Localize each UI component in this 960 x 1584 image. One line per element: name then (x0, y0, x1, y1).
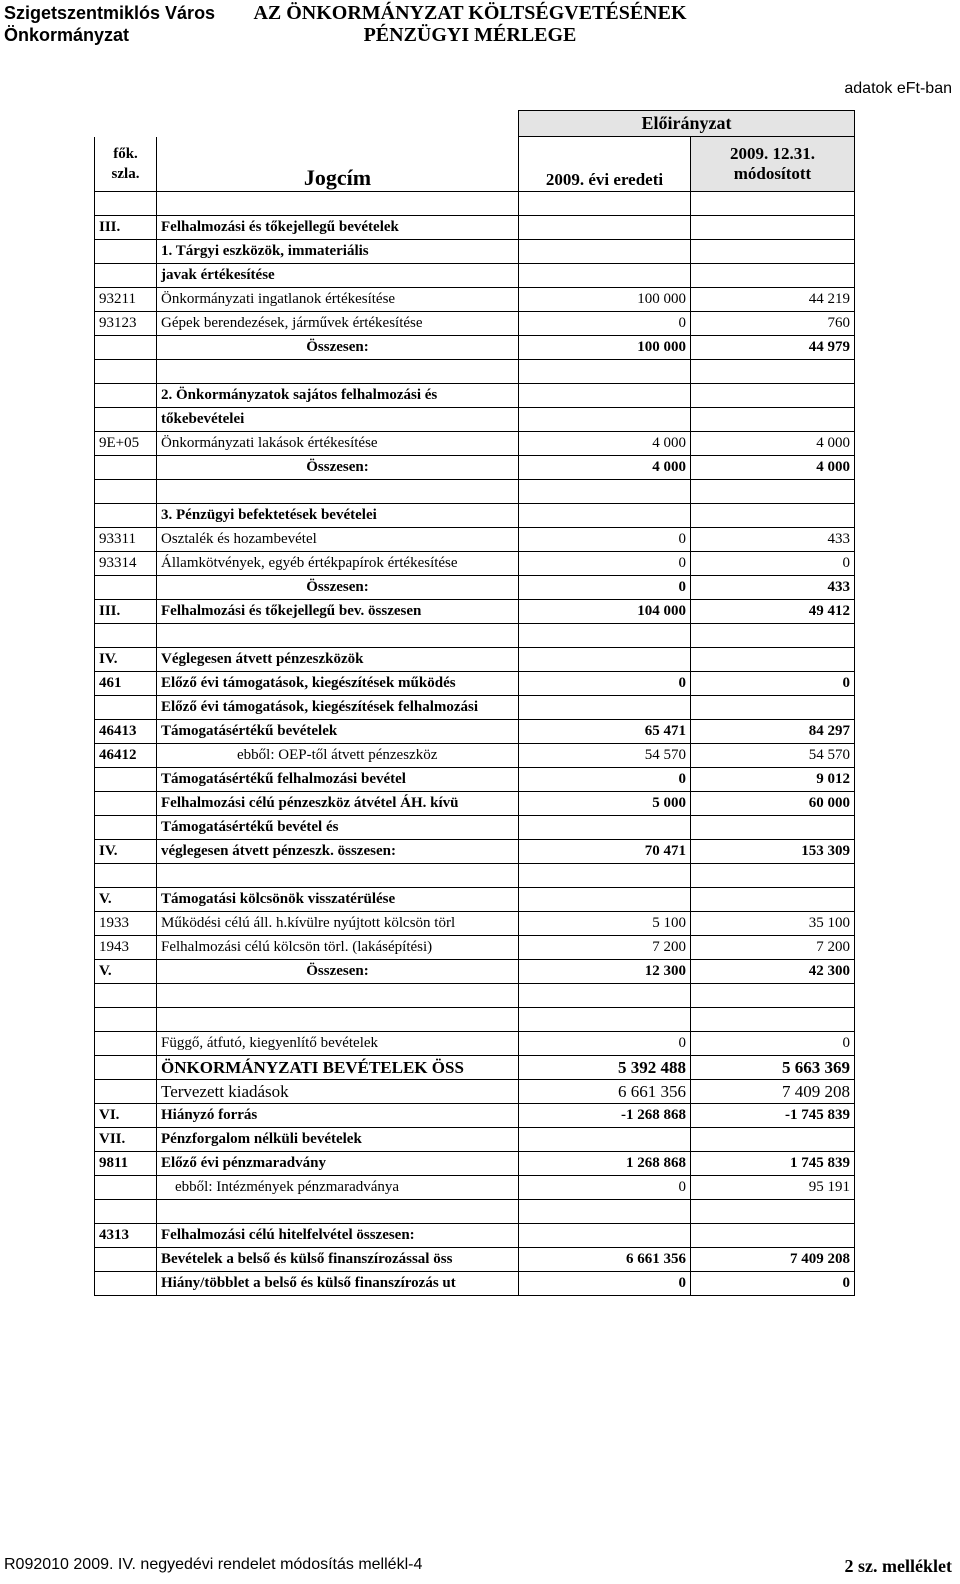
spacer-row (95, 863, 855, 887)
spacer-row (95, 1007, 855, 1031)
table-row (95, 911, 855, 935)
row-label: Felhalmozási célú kölcsön törl. (lakásépítési) (157, 935, 519, 959)
table-row (95, 959, 855, 983)
row-code: III. (95, 599, 157, 623)
table-row (95, 839, 855, 863)
row-original (519, 647, 691, 671)
row-code (95, 239, 157, 263)
row-label: Összesen: (157, 575, 519, 599)
row-code (95, 767, 157, 791)
row-original (519, 887, 691, 911)
balance-table (94, 110, 855, 1296)
row-label: Hiányzó forrás (157, 1103, 519, 1127)
row-original (519, 815, 691, 839)
row-modified: 42 300 (691, 959, 855, 983)
row-code: 461 (95, 671, 157, 695)
row-label: Államkötvények, egyéb értékpapírok értékesítése (157, 551, 519, 575)
row-modified (691, 383, 855, 407)
row-modified: 60 000 (691, 791, 855, 815)
table-row (95, 1223, 855, 1247)
row-original: 0 (519, 1271, 691, 1295)
row-original: 6 661 356 (519, 1079, 691, 1103)
table-row (95, 791, 855, 815)
table-row (95, 1103, 855, 1127)
table-row (95, 431, 855, 455)
row-original (519, 695, 691, 719)
row-label: Osztalék és hozambevétel (157, 527, 519, 551)
row-modified: 54 570 (691, 743, 855, 767)
row-label: Felhalmozási és tőkejellegű bev. összesen (157, 599, 519, 623)
row-code (95, 407, 157, 431)
row-modified: 153 309 (691, 839, 855, 863)
table-row (95, 767, 855, 791)
row-modified: 0 (691, 1031, 855, 1055)
row-original (519, 1127, 691, 1151)
row-label: Működési célú áll. h.kívülre nyújtott kölcsön törl (157, 911, 519, 935)
table-row (95, 383, 855, 407)
row-modified: 433 (691, 527, 855, 551)
row-label: Függő, átfutó, kiegyenlítő bevételek (157, 1031, 519, 1055)
row-original: -1 268 868 (519, 1103, 691, 1127)
spacer-row (95, 479, 855, 503)
row-label: 2. Önkormányzatok sajátos felhalmozási és (157, 383, 519, 407)
row-modified: 49 412 (691, 599, 855, 623)
row-original: 70 471 (519, 839, 691, 863)
row-code: IV. (95, 839, 157, 863)
row-modified: 4 000 (691, 431, 855, 455)
row-code: V. (95, 887, 157, 911)
row-label: javak értékesítése (157, 263, 519, 287)
row-code: 46412 (95, 743, 157, 767)
row-code (95, 695, 157, 719)
row-original: 6 661 356 (519, 1247, 691, 1271)
row-modified: 0 (691, 551, 855, 575)
row-original: 0 (519, 671, 691, 695)
document-title (240, 2, 700, 46)
row-label: Támogatási kölcsönök visszatérülése (157, 887, 519, 911)
row-code (95, 815, 157, 839)
table-row (95, 311, 855, 335)
unit-note: adatok eFt-ban (844, 80, 952, 97)
header-eloiranyzat: Előirányzat (519, 111, 855, 137)
row-code (95, 383, 157, 407)
header-jogcim: Jogcím (157, 137, 519, 192)
row-label: Összesen: (157, 455, 519, 479)
row-original (519, 239, 691, 263)
row-code (95, 455, 157, 479)
row-code: 93314 (95, 551, 157, 575)
table-row (95, 815, 855, 839)
row-code: VI. (95, 1103, 157, 1127)
row-modified (691, 887, 855, 911)
row-label: 1. Tárgyi eszközök, immateriális (157, 239, 519, 263)
row-code (95, 1031, 157, 1055)
row-modified (691, 215, 855, 239)
row-original: 0 (519, 527, 691, 551)
row-original: 54 570 (519, 743, 691, 767)
table-row (95, 1031, 855, 1055)
row-code (95, 575, 157, 599)
table-row (95, 1247, 855, 1271)
row-modified: 0 (691, 671, 855, 695)
row-label: Tervezett kiadások (157, 1079, 519, 1103)
row-original: 5 392 488 (519, 1055, 691, 1079)
row-modified (691, 695, 855, 719)
row-code: VII. (95, 1127, 157, 1151)
row-code: 1933 (95, 911, 157, 935)
row-original (519, 263, 691, 287)
row-modified (691, 815, 855, 839)
table-row (95, 527, 855, 551)
row-original (519, 1223, 691, 1247)
row-modified: 1 745 839 (691, 1151, 855, 1175)
org-name-line1: Szigetszentmiklós Város (4, 3, 216, 23)
table-row (95, 287, 855, 311)
table-row (95, 647, 855, 671)
row-modified (691, 1127, 855, 1151)
row-label: ebből: Intézmények pénzmaradványa (157, 1175, 519, 1199)
row-modified: 84 297 (691, 719, 855, 743)
row-label: Támogatásértékű bevétel és (157, 815, 519, 839)
row-original: 0 (519, 1175, 691, 1199)
row-label: Támogatásértékű felhalmozási bevétel (157, 767, 519, 791)
header-mod-label: módosított (733, 163, 812, 183)
header-fok: fők. (113, 145, 138, 162)
row-label: Gépek berendezések, járművek értékesítése (157, 311, 519, 335)
row-original: 100 000 (519, 287, 691, 311)
row-original: 0 (519, 767, 691, 791)
spacer-row (95, 1199, 855, 1223)
row-original: 0 (519, 311, 691, 335)
spacer-row (95, 359, 855, 383)
table-row (95, 335, 855, 359)
row-label: Összesen: (157, 335, 519, 359)
row-code: 1943 (95, 935, 157, 959)
row-original: 4 000 (519, 455, 691, 479)
row-modified: 5 663 369 (691, 1055, 855, 1079)
row-label: véglegesen átvett pénzeszk. összesen: (157, 839, 519, 863)
row-original: 0 (519, 551, 691, 575)
row-modified (691, 239, 855, 263)
row-modified (691, 503, 855, 527)
row-label: 3. Pénzügyi befektetések bevételei (157, 503, 519, 527)
row-original: 7 200 (519, 935, 691, 959)
row-code (95, 1079, 157, 1103)
row-modified: 95 191 (691, 1175, 855, 1199)
row-modified: 7 409 208 (691, 1247, 855, 1271)
row-modified: 0 (691, 1271, 855, 1295)
table-row (95, 1079, 855, 1103)
row-original: 5 100 (519, 911, 691, 935)
row-label: Pénzforgalom nélküli bevételek (157, 1127, 519, 1151)
row-modified: 7 409 208 (691, 1079, 855, 1103)
row-label: Önkormányzati lakások értékesítése (157, 431, 519, 455)
row-label: Felhalmozási célú pénzeszköz átvétel ÁH. kívü (157, 791, 519, 815)
row-label: Önkormányzati ingatlanok értékesítése (157, 287, 519, 311)
row-original (519, 215, 691, 239)
table-body (95, 191, 855, 1295)
row-code: 93211 (95, 287, 157, 311)
row-modified (691, 263, 855, 287)
row-modified (691, 407, 855, 431)
row-original: 104 000 (519, 599, 691, 623)
table-row (95, 503, 855, 527)
row-code: 9E+05 (95, 431, 157, 455)
row-original: 5 000 (519, 791, 691, 815)
row-modified: 4 000 (691, 455, 855, 479)
row-original: 4 000 (519, 431, 691, 455)
row-modified (691, 1223, 855, 1247)
document-title-line2: PÉNZÜGYI MÉRLEGE (363, 24, 577, 46)
table-row (95, 1175, 855, 1199)
table-row (95, 215, 855, 239)
row-code (95, 263, 157, 287)
row-code: V. (95, 959, 157, 983)
row-original (519, 503, 691, 527)
table-row (95, 743, 855, 767)
row-label: Összesen: (157, 959, 519, 983)
row-code (95, 1271, 157, 1295)
row-code (95, 1175, 157, 1199)
row-code: IV. (95, 647, 157, 671)
table-row (95, 407, 855, 431)
header-fok-szla (95, 137, 157, 192)
row-code: III. (95, 215, 157, 239)
footer-left: R092010 2009. IV. negyedévi rendelet módosítás mellékl-4 (4, 1556, 423, 1573)
row-original: 0 (519, 1031, 691, 1055)
table-row (95, 239, 855, 263)
table-row (95, 455, 855, 479)
header-modositott (691, 137, 855, 192)
footer-right: 2 sz. melléklet (844, 1556, 952, 1576)
table-row (95, 599, 855, 623)
table-row (95, 551, 855, 575)
row-modified: 7 200 (691, 935, 855, 959)
row-code: 93311 (95, 527, 157, 551)
row-code: 46413 (95, 719, 157, 743)
table-row (95, 719, 855, 743)
spacer-row (95, 191, 855, 215)
spacer-row (95, 623, 855, 647)
row-label: Hiány/többlet a belső és külső finanszírozás ut (157, 1271, 519, 1295)
table-row (95, 1271, 855, 1295)
table-row (95, 671, 855, 695)
row-code: 4313 (95, 1223, 157, 1247)
row-label: Felhalmozási és tőkejellegű bevételek (157, 215, 519, 239)
row-modified: 433 (691, 575, 855, 599)
table-row (95, 263, 855, 287)
row-label: Felhalmozási célú hitelfelvétel összesen: (157, 1223, 519, 1247)
row-label: ebből: OEP-től átvett pénzeszköz (157, 743, 519, 767)
row-original: 12 300 (519, 959, 691, 983)
table-row (95, 935, 855, 959)
row-code (95, 1055, 157, 1079)
row-label: tőkebevételei (157, 407, 519, 431)
row-modified: 44 979 (691, 335, 855, 359)
header-szla: szla. (111, 165, 140, 182)
row-code (95, 503, 157, 527)
row-original: 1 268 868 (519, 1151, 691, 1175)
row-code: 93123 (95, 311, 157, 335)
table-row (95, 1127, 855, 1151)
row-code (95, 1247, 157, 1271)
org-name (4, 2, 215, 46)
row-label: Véglegesen átvett pénzeszközök (157, 647, 519, 671)
header-eredeti: 2009. évi eredeti (519, 137, 691, 192)
row-original: 100 000 (519, 335, 691, 359)
row-original (519, 383, 691, 407)
row-modified: 35 100 (691, 911, 855, 935)
row-modified: 760 (691, 311, 855, 335)
document-title-line1: AZ ÖNKORMÁNYZAT KÖLTSÉGVETÉSÉNEK (253, 2, 687, 24)
table-row (95, 575, 855, 599)
row-original: 0 (519, 575, 691, 599)
table-row (95, 1055, 855, 1079)
row-original (519, 407, 691, 431)
spacer-row (95, 983, 855, 1007)
row-label: Bevételek a belső és külső finanszírozással öss (157, 1247, 519, 1271)
table-row (95, 887, 855, 911)
row-code (95, 791, 157, 815)
header-mod-date: 2009. 12.31. (730, 143, 815, 163)
row-code: 9811 (95, 1151, 157, 1175)
row-modified (691, 647, 855, 671)
row-label: Előző évi támogatások, kiegészítések felhalmozási (157, 695, 519, 719)
row-code (95, 335, 157, 359)
row-label: Előző évi pénzmaradvány (157, 1151, 519, 1175)
row-modified: 9 012 (691, 767, 855, 791)
row-modified: -1 745 839 (691, 1103, 855, 1127)
row-original: 65 471 (519, 719, 691, 743)
table-row (95, 1151, 855, 1175)
table-row (95, 695, 855, 719)
org-name-line2: Önkormányzat (4, 25, 130, 45)
row-label: Támogatásértékű bevételek (157, 719, 519, 743)
row-label: ÖNKORMÁNYZATI BEVÉTELEK ÖSS (157, 1055, 519, 1079)
row-label: Előző évi támogatások, kiegészítések működés (157, 671, 519, 695)
row-modified: 44 219 (691, 287, 855, 311)
